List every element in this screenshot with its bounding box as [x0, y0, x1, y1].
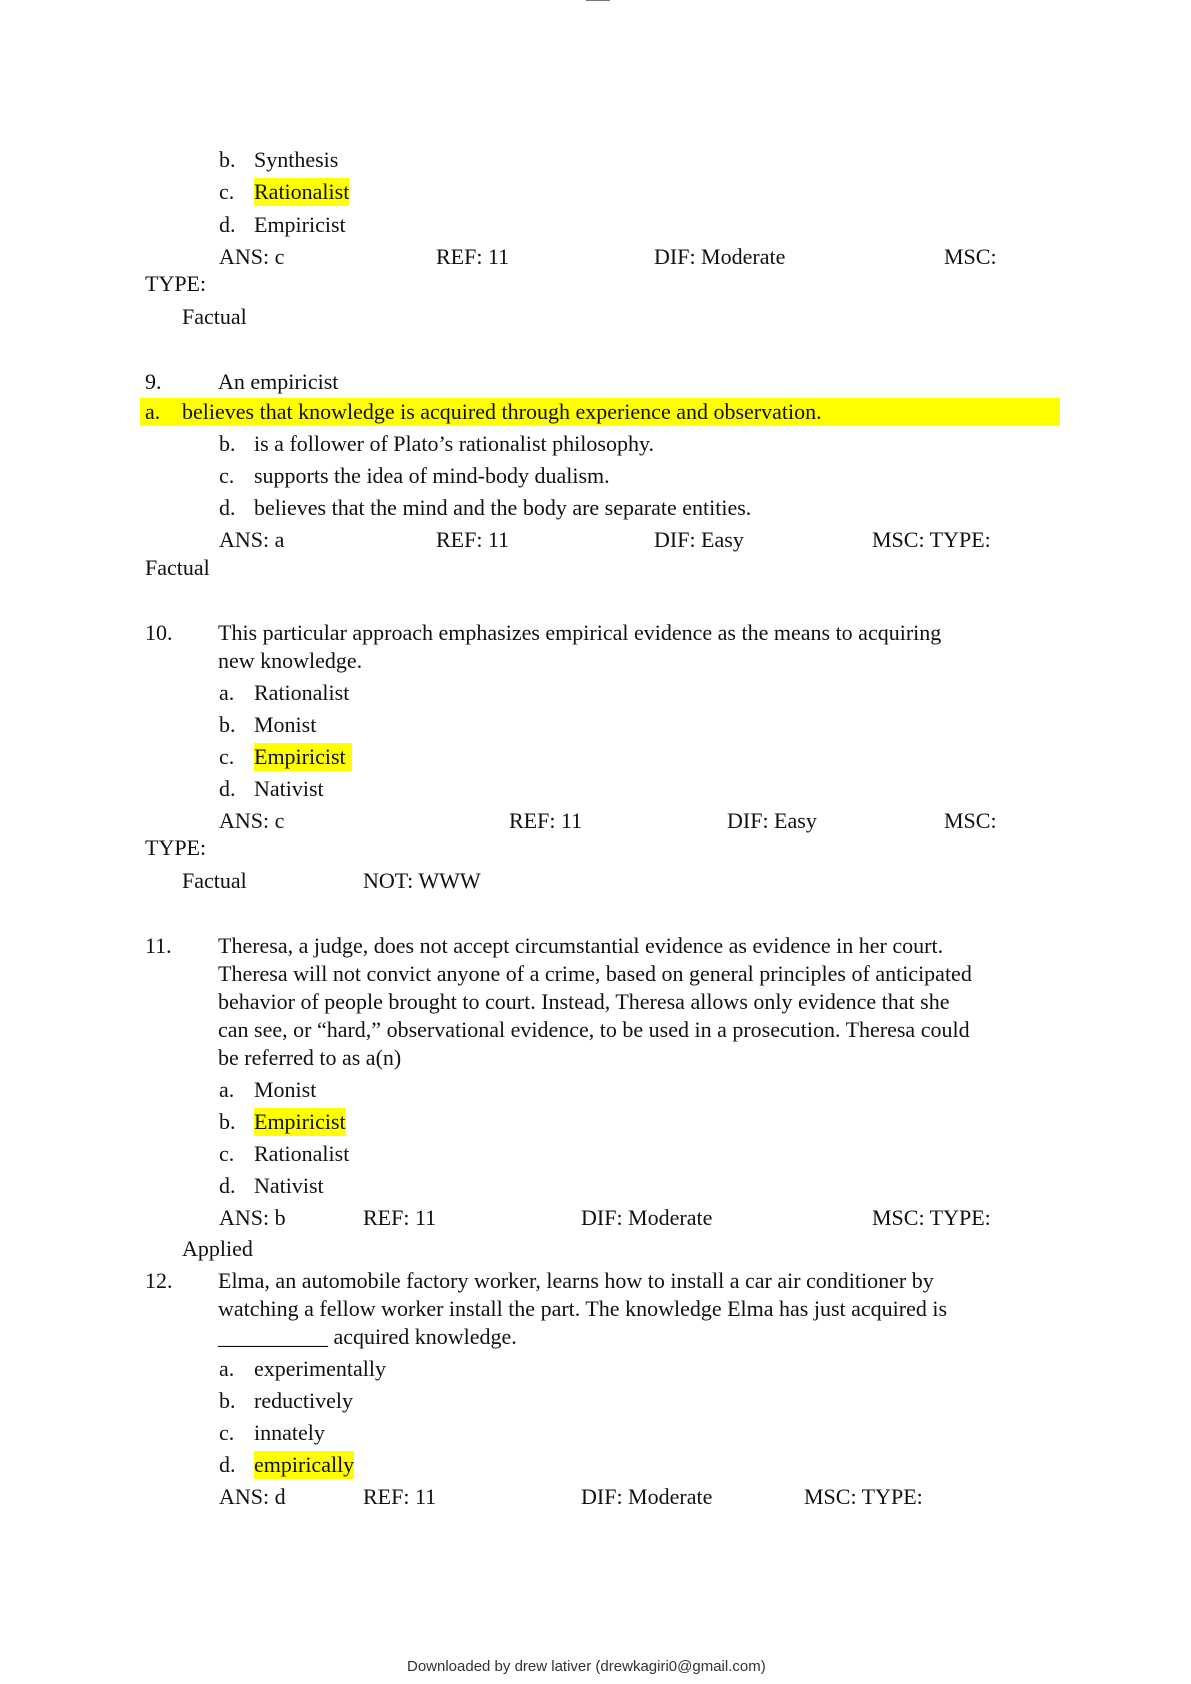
answer-option-highlighted: Empiricist	[254, 743, 352, 771]
option-letter: d.	[219, 776, 236, 801]
option-letter: c.	[219, 744, 235, 769]
question-stem-line: Elma, an automobile factory worker, learns how to install a car air conditioner by	[218, 1268, 934, 1293]
answer-option-highlighted: Empiricist	[254, 1109, 346, 1134]
option-letter: a.	[219, 680, 235, 705]
type-value: Factual	[145, 555, 210, 580]
question-stem-line: new knowledge.	[218, 648, 363, 673]
option-text: supports the idea of mind-body dualism.	[254, 463, 610, 488]
answer-option-highlighted: Rationalist	[254, 179, 350, 204]
option-letter: a.	[219, 1356, 235, 1381]
answer-option-highlighted: believes that knowledge is acquired through experience and observation.	[182, 399, 822, 424]
question-stem-line: behavior of people brought to court. Instead, Theresa allows only evidence that she	[218, 989, 950, 1014]
difficulty: DIF: Moderate	[654, 244, 786, 269]
option-letter: b.	[219, 1109, 236, 1134]
option-letter: a.	[145, 399, 161, 424]
option-letter: d.	[219, 495, 236, 520]
question-stem-line: This particular approach emphasizes empirical evidence as the means to acquiring	[218, 620, 942, 645]
answer-key: ANS: c	[219, 808, 285, 833]
option-letter: b.	[219, 712, 236, 737]
option-letter: d.	[219, 1173, 236, 1198]
msc-type-label: MSC: TYPE:	[804, 1484, 923, 1509]
difficulty: DIF: Moderate	[581, 1205, 713, 1230]
option-letter: a.	[219, 1077, 235, 1102]
question-stem-line: be referred to as a(n)	[218, 1045, 402, 1070]
option-letter: b.	[219, 1388, 236, 1413]
download-footer: Downloaded by drew lativer (drewkagiri0@gmail.com)	[407, 1658, 766, 1675]
type-label: TYPE:	[145, 271, 207, 296]
option-text: believes that the mind and the body are separate entities.	[254, 495, 752, 520]
answer-key: ANS: d	[219, 1484, 286, 1509]
msc-label: MSC:	[944, 808, 997, 833]
option-letter: b.	[219, 431, 236, 456]
question-stem-line: __________ acquired knowledge.	[218, 1324, 517, 1349]
option-text: reductively	[254, 1388, 353, 1413]
question-stem-line: Theresa will not convict anyone of a crime, based on general principles of anticipated	[218, 961, 972, 986]
option-letter: c.	[219, 179, 235, 204]
answer-key: ANS: c	[219, 244, 285, 269]
page-top-mark	[586, 0, 610, 1]
option-text: Monist	[254, 712, 317, 737]
answer-option-highlighted: empirically	[254, 1452, 355, 1477]
option-text: Rationalist	[254, 1141, 350, 1166]
question-stem-line: can see, or “hard,” observational evidence, to be used in a prosecution. Theresa could	[218, 1017, 970, 1042]
answer-key: ANS: b	[219, 1205, 286, 1230]
answer-key: ANS: a	[219, 527, 285, 552]
option-text: Rationalist	[254, 680, 350, 705]
msc-type-label: MSC: TYPE:	[872, 527, 991, 552]
option-text: Synthesis	[254, 147, 339, 172]
option-text: experimentally	[254, 1356, 386, 1381]
type-value: Factual	[182, 304, 247, 329]
option-letter: d.	[219, 1452, 236, 1477]
difficulty: DIF: Easy	[727, 808, 817, 833]
difficulty: DIF: Easy	[654, 527, 744, 552]
option-letter: c.	[219, 1141, 235, 1166]
msc-label: MSC:	[944, 244, 997, 269]
option-text: Monist	[254, 1077, 317, 1102]
difficulty: DIF: Moderate	[581, 1484, 713, 1509]
reference: REF: 11	[436, 527, 510, 552]
option-text: Nativist	[254, 1173, 324, 1198]
reference: REF: 11	[363, 1205, 437, 1230]
type-label: TYPE:	[145, 835, 207, 860]
option-text: Nativist	[254, 776, 324, 801]
question-number: 10.	[145, 620, 173, 645]
option-text: Empiricist	[254, 212, 346, 237]
reference: REF: 11	[509, 808, 583, 833]
question-stem-line: Theresa, a judge, does not accept circumstantial evidence as evidence in her court.	[218, 933, 944, 958]
reference: REF: 11	[363, 1484, 437, 1509]
option-letter: d.	[219, 212, 236, 237]
option-letter: b.	[219, 147, 236, 172]
question-number: 9.	[145, 369, 162, 394]
not-label: NOT: WWW	[363, 868, 481, 893]
option-letter: c.	[219, 1420, 235, 1445]
question-stem: An empiricist	[218, 369, 339, 394]
option-text: is a follower of Plato’s rationalist philosophy.	[254, 431, 655, 456]
type-value: Applied	[182, 1236, 253, 1261]
question-number: 12.	[145, 1268, 173, 1293]
option-text: innately	[254, 1420, 325, 1445]
msc-type-label: MSC: TYPE:	[872, 1205, 991, 1230]
option-letter: c.	[219, 463, 235, 488]
type-value: Factual	[182, 868, 247, 893]
question-number: 11.	[145, 933, 172, 958]
question-stem-line: watching a fellow worker install the part. The knowledge Elma has just acquired is	[218, 1296, 948, 1321]
reference: REF: 11	[436, 244, 510, 269]
